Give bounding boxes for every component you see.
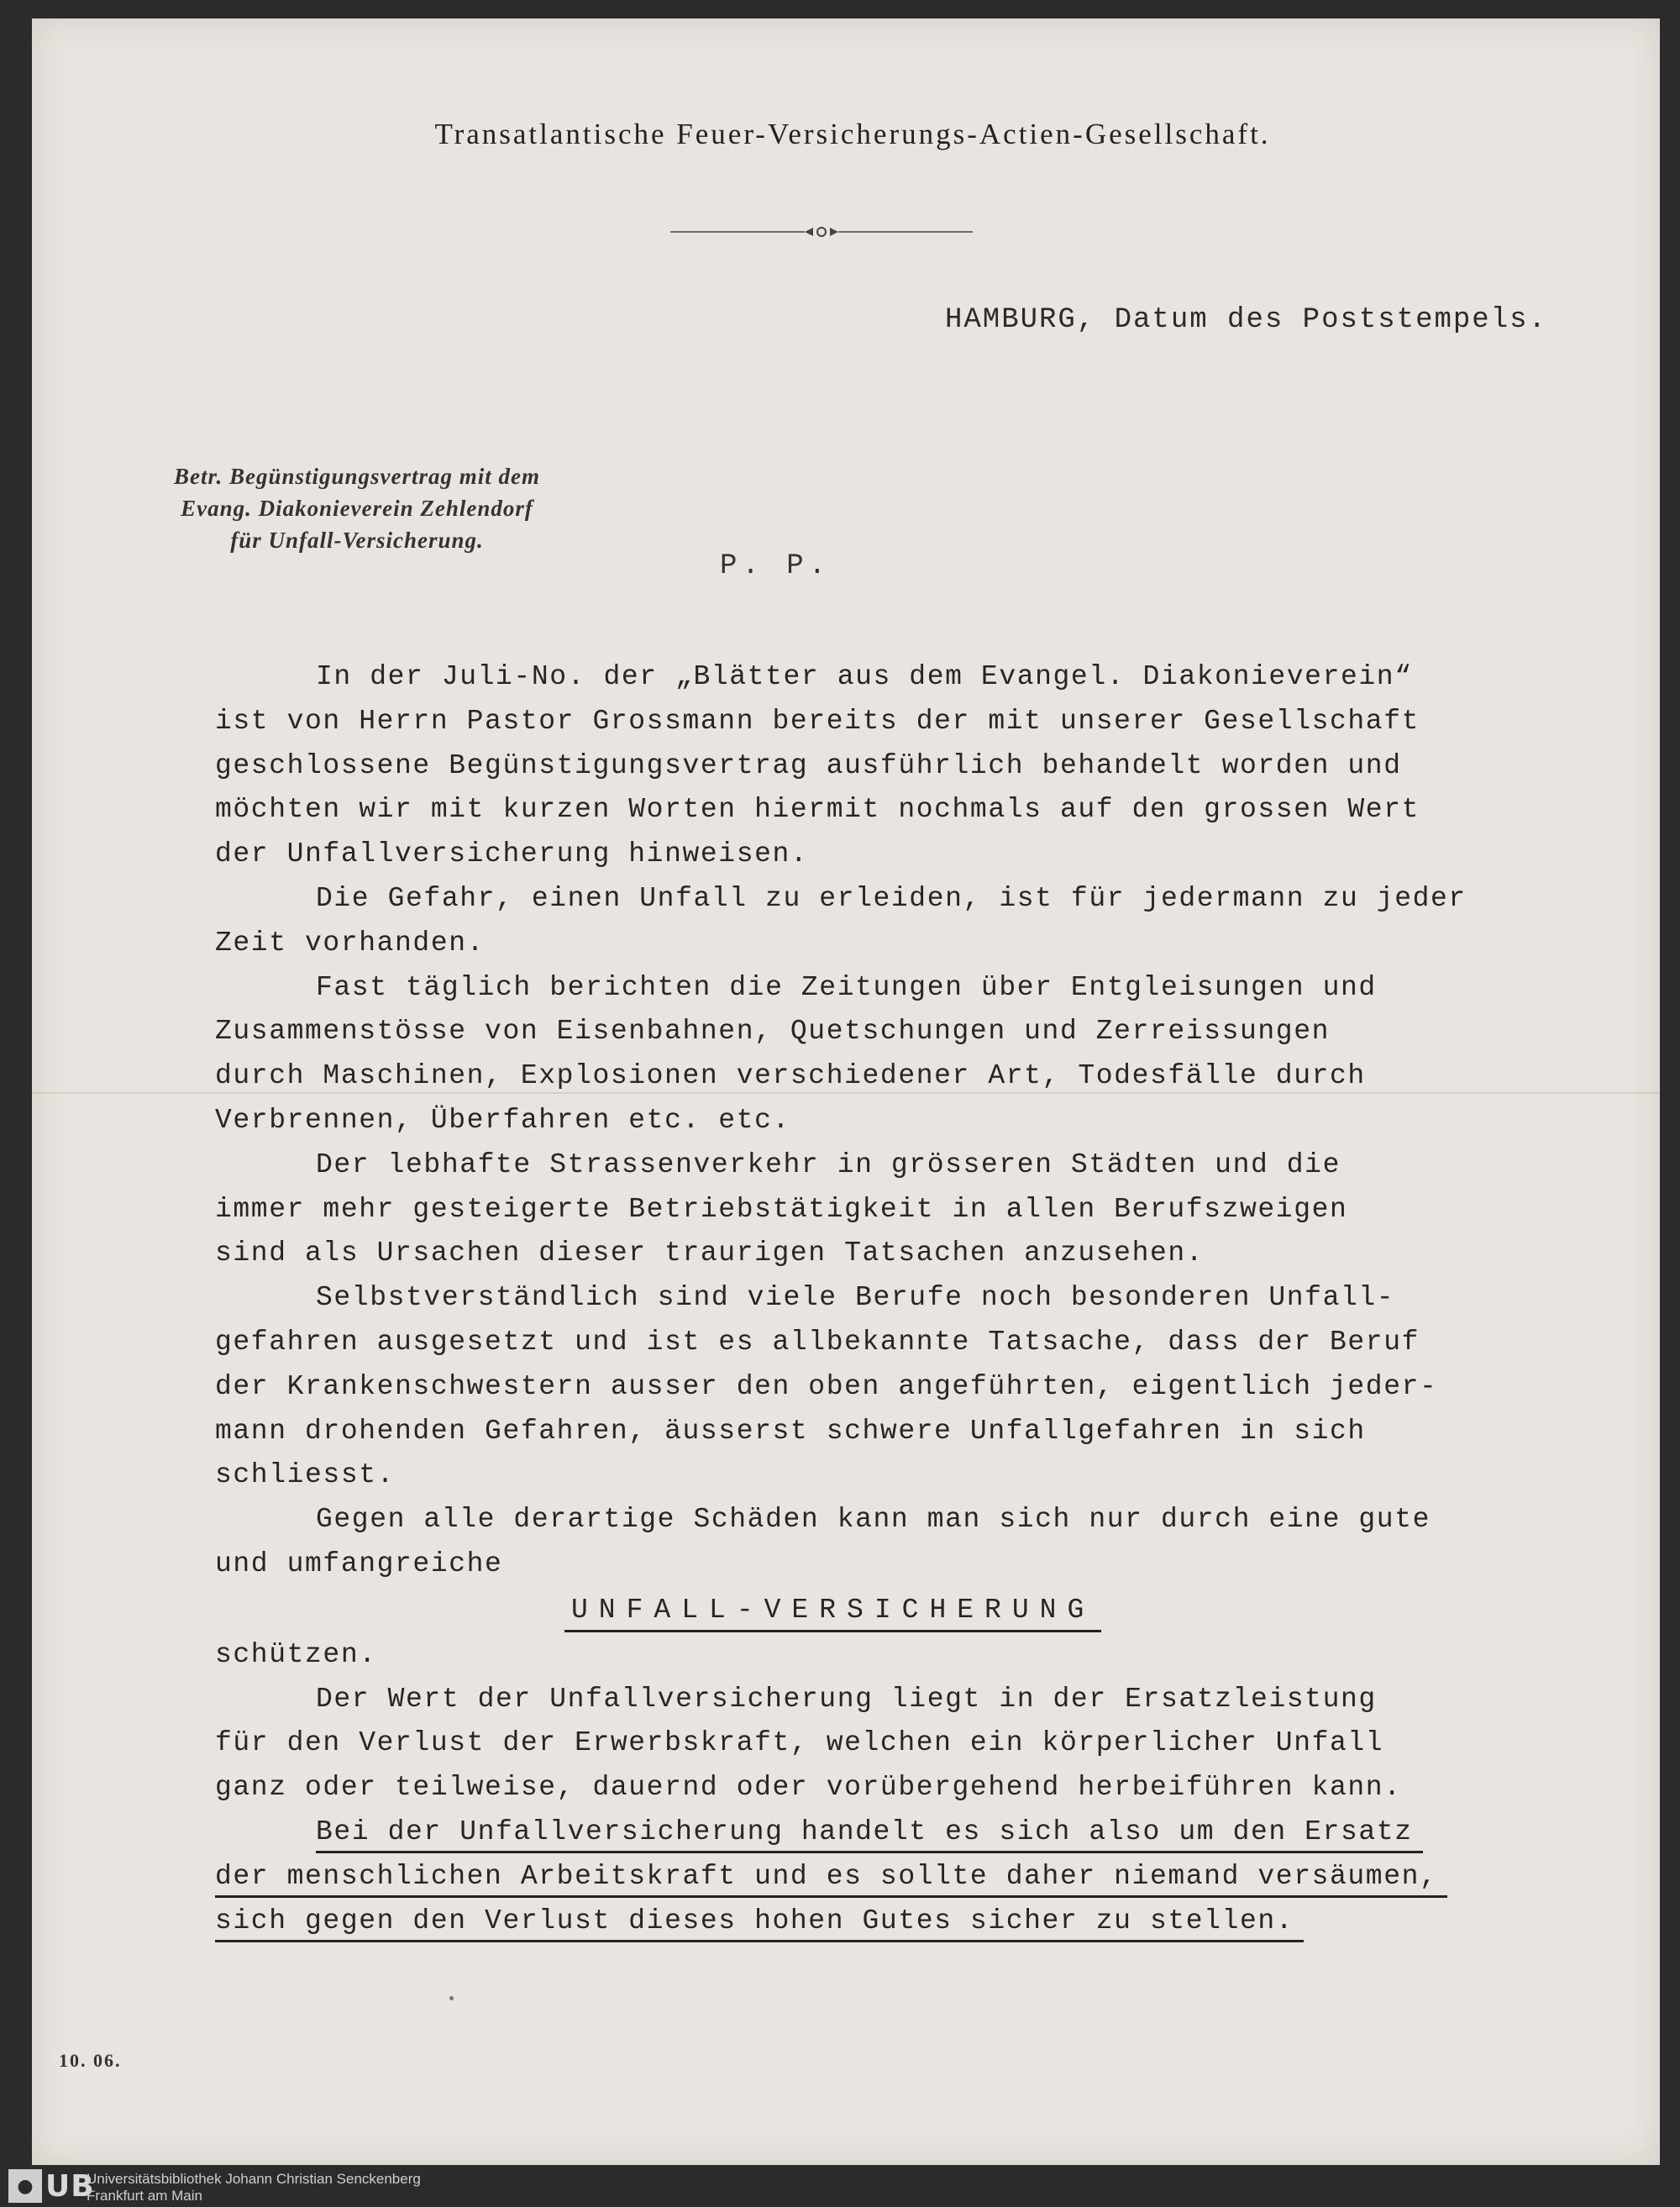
body-line: immer mehr gesteigerte Betriebstätigkeit in allen Berufszweigen <box>215 1193 1348 1225</box>
body-line: sind als Ursachen dieser traurigen Tatsachen anzusehen. <box>215 1237 1205 1269</box>
underlined-line <box>215 1900 1509 1944</box>
library-logo-icon: ● <box>8 2169 42 2203</box>
body-line: Der lebhafte Strassenverkehr in grösseren Städten und die <box>316 1148 1341 1180</box>
body-line: Zeit vorhanden. <box>215 927 486 959</box>
subject-line: Evang. Diakonieverein Zehlendorf <box>181 496 533 521</box>
section-heading <box>215 1587 1509 1633</box>
underlined-text: Bei der Unfallversicherung handelt es sich also um den Ersatz <box>316 1814 1423 1853</box>
letter-body <box>215 655 1509 1943</box>
underlined-line <box>215 1855 1509 1900</box>
body-line: für den Verlust der Erwerbskraft, welchen ein körperlicher Unfall <box>215 1727 1384 1759</box>
body-line: gefahren ausgesetzt und ist es allbekannte Tatsache, dass der Beruf <box>215 1326 1420 1358</box>
body-line: der Krankenschwestern ausser den oben angeführten, eigentlich jeder- <box>215 1370 1438 1402</box>
body-line: Der Wert der Unfallversicherung liegt in der Ersatzleistung <box>316 1683 1377 1715</box>
subject-line: für Unfall-Versicherung. <box>230 528 484 553</box>
body-line: und umfangreiche <box>215 1548 503 1579</box>
institution-line: Universitätsbibliothek Johann Christian Senckenberg <box>87 2171 421 2187</box>
underlined-text: der menschlichen Arbeitskraft und es sollte daher niemand versäumen, <box>215 1858 1447 1898</box>
body-line: geschlossene Begünstigungsvertrag ausführlich behandelt worden und <box>215 749 1402 781</box>
body-line: Die Gefahr, einen Unfall zu erleiden, ist für jedermann zu jeder <box>316 882 1467 914</box>
body-line: In der Juli-No. der „Blätter aus dem Evangel. Diakonieverein“ <box>316 661 1413 692</box>
subject-line: Betr. Begünstigungsvertrag mit dem <box>173 464 541 489</box>
body-line: ganz oder teilweise, dauernd oder vorübergehend herbeiführen kann. <box>215 1772 1402 1804</box>
section-heading-text: UNFALL-VERSICHERUNG <box>564 1592 1101 1632</box>
body-line: schliesst. <box>215 1459 396 1491</box>
body-line: Verbrennen, Überfahren etc. etc. <box>215 1104 790 1136</box>
ornament-divider-icon <box>670 222 973 242</box>
dateline: HAMBURG, Datum des Poststempels. <box>945 304 1547 336</box>
underlined-line <box>215 1810 1509 1855</box>
paper-speck <box>449 1996 454 2000</box>
salutation: P. P. <box>720 550 832 582</box>
body-line: Selbstverständlich sind viele Berufe noch besonderen Unfall- <box>316 1282 1395 1314</box>
body-line: möchten wir mit kurzen Worten hiermit nochmals auf den grossen Wert <box>215 794 1420 826</box>
body-line: mann drohenden Gefahren, äusserst schwere Unfallgefahren in sich <box>215 1415 1366 1447</box>
body-line: Zusammenstösse von Eisenbahnen, Quetschungen und Zerreissungen <box>215 1016 1330 1048</box>
underlined-text: sich gegen den Verlust dieses hohen Gutes sicher zu stellen. <box>215 1903 1304 1942</box>
subject-reference <box>109 460 605 556</box>
library-institution <box>87 2171 421 2204</box>
body-line: durch Maschinen, Explosionen verschiedener Art, Todesfälle durch <box>215 1060 1366 1092</box>
form-number: 10. 06. <box>59 2050 122 2071</box>
body-line: ist von Herrn Pastor Grossmann bereits der mit unserer Gesellschaft <box>215 705 1420 737</box>
library-logo-text: UB <box>45 2168 95 2204</box>
body-line: Fast täglich berichten die Zeitungen über Entgleisungen und <box>316 971 1377 1003</box>
institution-line: Frankfurt am Main <box>87 2188 202 2204</box>
company-letterhead: Transatlantische Feuer-Versicherungs-Actien-Gesellschaft. <box>434 118 1271 150</box>
body-line: Gegen alle derartige Schäden kann man sich nur durch eine gute <box>316 1504 1431 1536</box>
library-logo <box>8 2169 95 2203</box>
body-line: der Unfallversicherung hinweisen. <box>215 838 809 870</box>
body-line: schützen. <box>215 1638 377 1670</box>
